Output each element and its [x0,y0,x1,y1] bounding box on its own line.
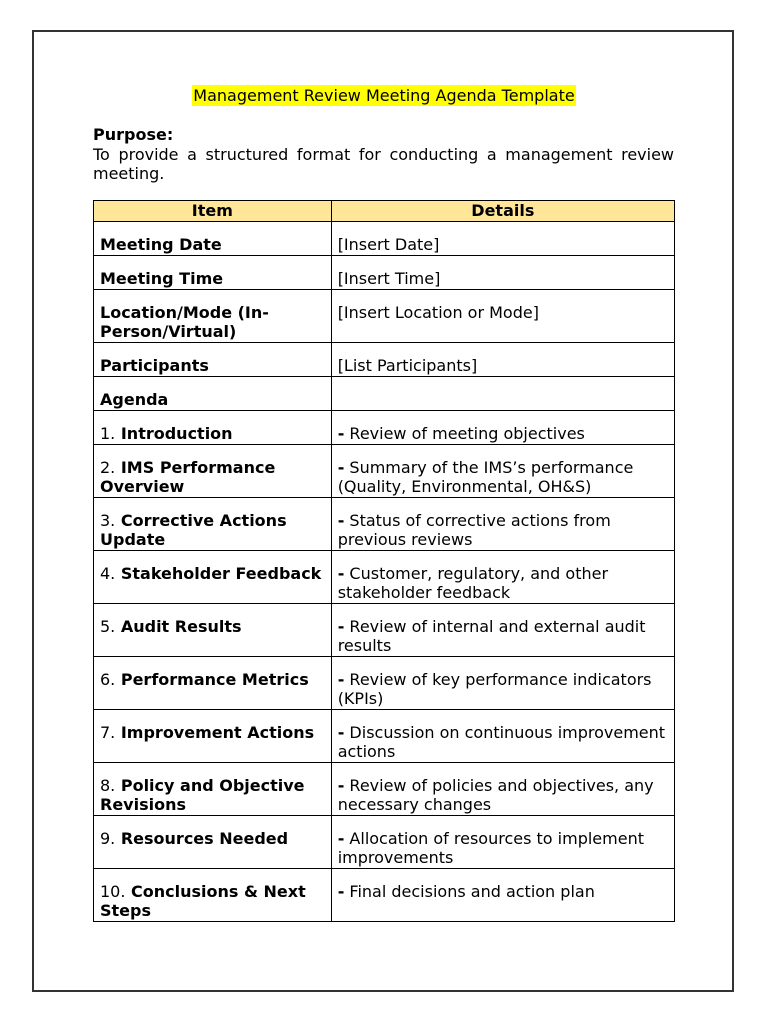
row-details: [List Participants] [337,356,478,375]
row-item: Participants [100,356,209,375]
agenda-details: Status of corrective actions from previous reviews [337,511,611,549]
row-item: Location/Mode (In-Person/Virtual) [100,303,269,341]
agenda-details: Review of internal and external audit results [337,617,646,655]
purpose-text: To provide a structured format for conducting a management review meeting. [93,145,674,183]
table-row [94,343,675,377]
bullet-dash: - [337,882,345,901]
bullet-dash: - [337,564,345,583]
agenda-details: Summary of the IMS’s performance (Quality, Environmental, OH&S) [337,458,634,496]
agenda-details: Final decisions and action plan [349,882,595,901]
table-row [94,710,675,763]
agenda-item: Policy and Objective Revisions [100,776,305,814]
agenda-number: 3. [100,511,116,530]
purpose-label: Purpose: [93,125,174,144]
table-row [94,604,675,657]
row-item: Meeting Date [100,235,222,254]
table-row [94,869,675,922]
bullet-dash: - [337,617,345,636]
agenda-number: 7. [100,723,116,742]
agenda-item: Audit Results [120,617,242,636]
agenda-table [93,200,675,922]
document-title: Management Review Meeting Agenda Template [193,86,575,105]
agenda-item: Conclusions & Next Steps [100,882,306,920]
table-row [94,256,675,290]
table-row [94,411,675,445]
agenda-item: Performance Metrics [120,670,309,689]
row-item: Agenda [100,390,169,409]
table-row [94,763,675,816]
row-item: Meeting Time [100,269,224,288]
agenda-number: 4. [100,564,116,583]
row-details [338,377,668,390]
table-row [94,816,675,869]
table-row [94,377,675,411]
bullet-dash: - [337,670,345,689]
header-details: Details [331,201,674,222]
agenda-item: IMS Performance Overview [100,458,276,496]
agenda-details: Review of meeting objectives [349,424,585,443]
table-row [94,445,675,498]
row-details: [Insert Date] [337,235,440,254]
agenda-number: 9. [100,829,116,848]
agenda-number: 5. [100,617,116,636]
table-row [94,222,675,256]
agenda-item: Resources Needed [120,829,289,848]
table-header-row [94,201,675,222]
agenda-details: Discussion on continuous improvement actions [337,723,666,761]
agenda-details: Review of key performance indicators (KPIs) [337,670,652,708]
agenda-details: Allocation of resources to implement improvements [337,829,644,867]
bullet-dash: - [337,829,345,848]
bullet-dash: - [337,511,345,530]
table-row [94,551,675,604]
agenda-number: 2. [100,458,116,477]
agenda-details: Review of policies and objectives, any necessary changes [337,776,654,814]
row-details: [Insert Location or Mode] [337,303,539,322]
table-row [94,498,675,551]
row-details: [Insert Time] [337,269,441,288]
agenda-details: Customer, regulatory, and other stakeholder feedback [337,564,609,602]
agenda-item: Introduction [120,424,233,443]
agenda-number: 6. [100,670,116,689]
agenda-item: Corrective Actions Update [100,511,287,549]
table-row [94,290,675,343]
agenda-item: Improvement Actions [120,723,315,742]
agenda-number: 8. [100,776,116,795]
agenda-item: Stakeholder Feedback [120,564,322,583]
title-wrap [0,86,768,106]
bullet-dash: - [337,723,345,742]
bullet-dash: - [337,458,345,477]
agenda-number: 1. [100,424,116,443]
bullet-dash: - [337,424,345,443]
bullet-dash: - [337,776,345,795]
header-item: Item [94,201,332,222]
table-row [94,657,675,710]
agenda-number: 10. [100,882,126,901]
